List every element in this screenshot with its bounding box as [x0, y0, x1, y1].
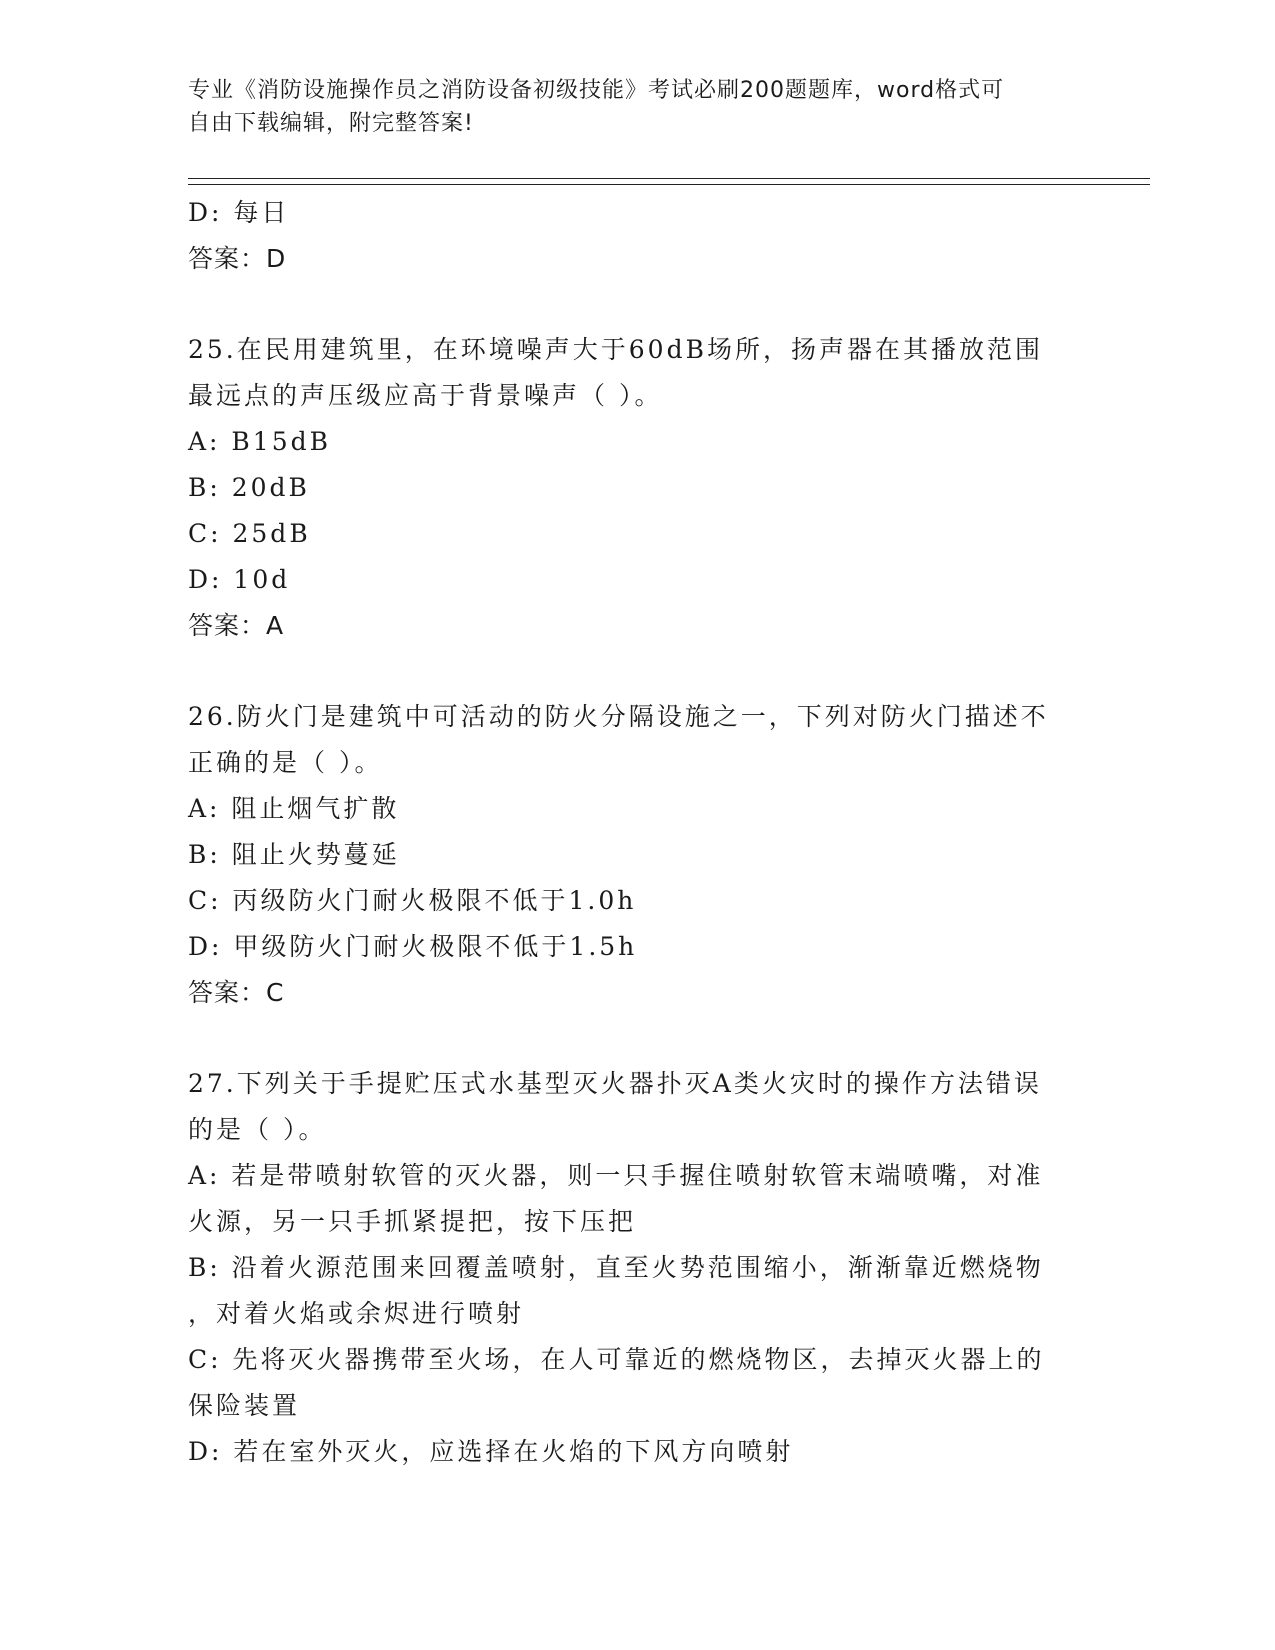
answer-line: 答案：C — [188, 978, 285, 1007]
option-d: D: 10d — [188, 565, 291, 594]
option-c: C: 丙级防火门耐火极限不低于1.0h — [188, 886, 637, 915]
option-c-line-1: C: 先将灭火器携带至火场，在人可靠近的燃烧物区，去掉灭火器上的 — [188, 1345, 1045, 1374]
page-header — [188, 74, 1068, 140]
option-a: A: B15dB — [188, 427, 331, 456]
question-text-line-2: 正确的是（ ）。 — [188, 748, 383, 777]
spacer — [188, 1016, 1088, 1061]
option-d: D: 若在室外灭火，应选择在火焰的下风方向喷射 — [188, 1437, 794, 1466]
answer-line: 答案：D — [188, 244, 287, 273]
header-rule-top — [188, 178, 1150, 179]
answer-line: 答案：A — [188, 611, 285, 640]
option-c-line-2: 保险装置 — [188, 1391, 301, 1420]
question-text-line-1: 27.下列关于手提贮压式水基型灭火器扑灭A类火灾时的操作方法错误 — [188, 1069, 1042, 1098]
option-b: B: 20dB — [188, 473, 310, 502]
header-rule-bottom — [188, 184, 1150, 185]
header-line-2: 自由下载编辑，附完整答案! — [188, 111, 474, 136]
header-line-1: 专业《消防设施操作员之消防设备初级技能》考试必刷200题题库，word格式可 — [188, 78, 1005, 103]
question-text-line-2: 的是（ ）。 — [188, 1115, 327, 1144]
spacer — [188, 649, 1088, 694]
option-b-line-2: ，对着火焰或余烬进行喷射 — [188, 1299, 525, 1328]
question-text-line-1: 25.在民用建筑里，在环境噪声大于60dB场所，扬声器在其播放范围 — [188, 335, 1043, 364]
question-text-line-1: 26.防火门是建筑中可活动的防火分隔设施之一，下列对防火门描述不 — [188, 702, 1049, 731]
option-c: C: 25dB — [188, 519, 311, 548]
option-a: A: 阻止烟气扩散 — [188, 794, 400, 823]
question-text-line-2: 最远点的声压级应高于背景噪声（ ）。 — [188, 381, 663, 410]
spacer — [188, 282, 1088, 327]
question-24-tail — [188, 190, 1088, 282]
option-a-line-1: A: 若是带喷射软管的灭火器，则一只手握住喷射软管末端喷嘴，对准 — [188, 1161, 1044, 1190]
option-d: D: 每日 — [188, 198, 290, 227]
option-b-line-1: B: 沿着火源范围来回覆盖喷射，直至火势范围缩小，渐渐靠近燃烧物 — [188, 1253, 1044, 1282]
question-25 — [188, 327, 1088, 649]
question-26 — [188, 694, 1088, 1016]
option-d: D: 甲级防火门耐火极限不低于1.5h — [188, 932, 638, 961]
document-body — [188, 190, 1088, 1475]
option-a-line-2: 火源，另一只手抓紧提把，按下压把 — [188, 1207, 637, 1236]
question-27 — [188, 1061, 1088, 1475]
option-b: B: 阻止火势蔓延 — [188, 840, 400, 869]
